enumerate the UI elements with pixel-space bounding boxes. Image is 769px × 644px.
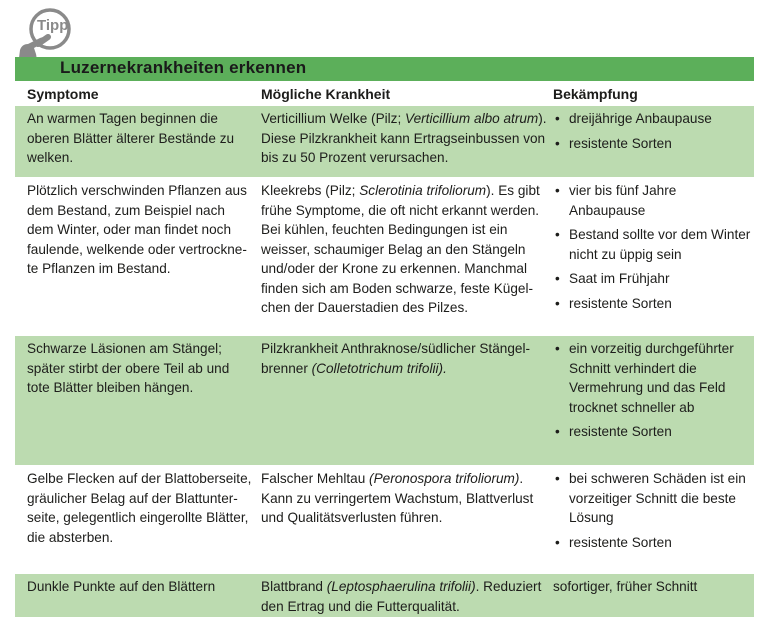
control-cell	[553, 181, 753, 318]
control-item: • resistente Sorten	[553, 533, 753, 553]
control-cell	[553, 469, 753, 557]
control-item: • ein vorzeitig durchgeführter Schnitt verhindert die Vermehrung und das Feld trocknet schneller ab	[553, 339, 753, 417]
control-item: • resistente Sorten	[553, 134, 753, 154]
table-row	[15, 574, 754, 617]
symptom-cell: Dunkle Punkte auf den Blättern	[27, 579, 216, 594]
control-item: • resistente Sorten	[553, 422, 753, 442]
column-header-symptome: Symptome	[27, 86, 99, 102]
disease-cell: Kleekrebs (Pilz; Sclerotinia trifoliorum). Es gibt frühe Symptome, die oft nicht erkannt werden. Bei kühlen, feuchten Bedingungen ist ein weisser, schaumiger Belag an den Stängeln und/oder der Krone zu erkennen. Manchmal finden sich am Boden schwarze, feste Kügelchen der Dauerstadien des Pilzes.	[261, 183, 540, 315]
table-title: Luzernekrankheiten erkennen	[60, 58, 307, 77]
control-item: • dreijährige Anbaupause	[553, 109, 753, 129]
table-row	[15, 466, 754, 572]
table-row	[15, 106, 754, 177]
column-header-krankheit: Mögliche Krankheit	[261, 86, 391, 102]
symptom-cell: Gelbe Flecken auf der Blattoberseite, gräulicher Belag auf der Blattunterseite, gelegentlich eingerollte Blätter, die absterben.	[27, 471, 252, 545]
table-row	[15, 336, 754, 465]
control-cell: sofortiger, früher Schnitt	[553, 579, 698, 594]
table-header	[15, 82, 754, 106]
tipp-label: Tipp	[37, 17, 69, 34]
disease-cell: Pilzkrankheit Anthraknose/südlicher Stängelbrenner (Colletotrichum trifolii).	[261, 341, 531, 376]
control-item: • bei schweren Schäden ist ein vorzeitiger Schnitt die beste Lösung	[553, 469, 753, 528]
disease-cell: Blattbrand (Leptosphaerulina trifolii). Reduziert den Ertrag und die Futterqualität.	[261, 579, 542, 614]
column-header-bekaempfung: Bekämpfung	[553, 86, 638, 102]
control-cell	[553, 339, 753, 447]
control-item: • Bestand sollte vor dem Winter nicht zu üppig sein	[553, 225, 753, 264]
control-cell	[553, 109, 753, 158]
control-item: • vier bis fünf Jahre Anbaupause	[553, 181, 753, 220]
disease-cell: Verticillium Welke (Pilz; Verticillium albo atrum). Diese Pilzkrankheit kann Ertragseinbussen von bis zu 50 Prozent verursachen.	[261, 111, 547, 165]
table-title-bar	[15, 57, 754, 81]
disease-cell: Falscher Mehltau (Peronospora trifoliorum). Kann zu verringertem Wachstum, Blattverlust und Qualitätsverlusten führen.	[261, 471, 534, 525]
control-item: • Saat im Frühjahr	[553, 269, 753, 289]
control-item: • resistente Sorten	[553, 294, 753, 314]
table-row	[15, 178, 754, 334]
symptom-cell: An warmen Tagen beginnen die oberen Blätter älterer Bestände zu welken.	[27, 111, 235, 165]
symptom-cell: Schwarze Läsionen am Stängel; später stirbt der obere Teil ab und tote Blätter bleiben hängen.	[27, 341, 230, 395]
symptom-cell: Plötzlich verschwinden Pflanzen aus dem Bestand, zum Beispiel nach dem Winter, oder man findet noch faulende, welkende oder vertrocknete Pflanzen im Bestand.	[27, 183, 247, 276]
